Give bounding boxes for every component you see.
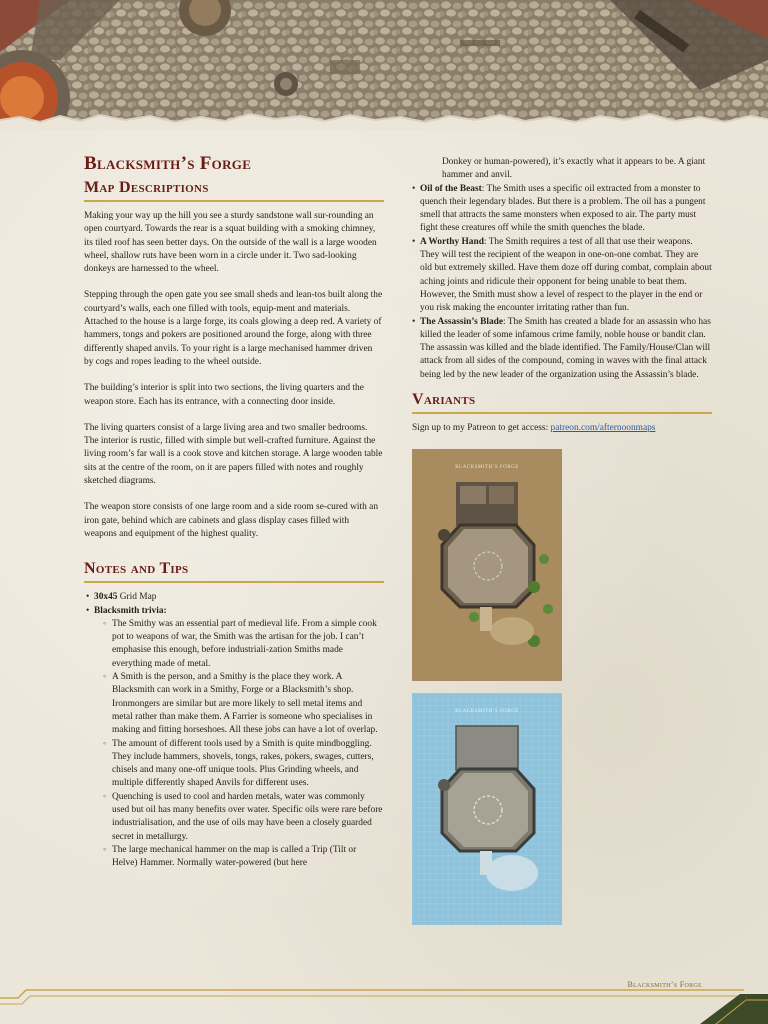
- hook-text: : The Smith has created a blade for an assassin who has killed the leader of some infamous crime family, noble house or bandit clan. The assassin was killed and the blade identified. The Family/House/Clan will attack from all sides of the compound, coming in waves with the final attack being led by the new leader of the organization using the Assassin’s blade.: [420, 316, 711, 380]
- trivia-item: ◦ Quenching is used to cool and harden metals, water was commonly used but oil has many benefits over water. Specific oils were rare before industrialisation, and the use of oils may have been a closely guarded secret in metallurgy.: [106, 791, 384, 844]
- hook-text: : The Smith uses a specific oil extracted from a monster to quench their legendary blades. But there is a problem. The oil has a pungent smell that attracts the same monsters when exposed to air. The party must fight these creatures off while the smith quenches the blade.: [420, 183, 706, 234]
- trivia-list: [106, 618, 384, 871]
- variants-section: [412, 390, 712, 925]
- hook-label: Oil of the Beast: [420, 183, 482, 194]
- trivia-item: ◦ A Smith is the person, and a Smithy is the place they work. A Blacksmith can work in a Smithy, Forge or a Blacksmith’s shop. Ironmongers are similar but are more likely to sell metal items and metal rather than make them. A Farrier is someone who specialises in making and fitting horseshoes. All these jobs can have a lot of overlap.: [106, 671, 384, 737]
- variant-thumbnail-desert[interactable]: [412, 449, 562, 681]
- description-paragraph: The building’s interior is split into two sections, the living quarters and the weapon store. Each has its entrance, with a connecting door inside.: [84, 383, 364, 407]
- blueprint-map-image: [412, 693, 562, 925]
- trivia-continuation: Donkey or human-powered), it’s exactly what it appears to be. A giant hammer and anvil.: [442, 157, 706, 181]
- hook-label: The Assassin’s Blade: [420, 316, 504, 327]
- desert-map-image: [412, 449, 562, 681]
- description-paragraph: The living quarters consist of a large living area and two smaller bedrooms. The interior is rustic, filled with simple but well-crafted furniture. Against the living room’s far wall is a cook stove and kitchen storage. A large wooden table sits at the centre of the room, on it are papers filled with notes and roughly sketched diagrams.: [84, 422, 383, 487]
- grid-size-label: 30x45: [94, 592, 118, 603]
- trivia-label: Blacksmith trivia:: [94, 605, 167, 616]
- hook-item: [412, 236, 712, 316]
- description-paragraph: The weapon store consists of one large room and a side room se-cured with an iron gate, behind which are cabinets and glass display cases filled with weapons and equipment of the highest quality.: [84, 502, 379, 539]
- variant-thumbnail-blueprint[interactable]: [412, 693, 562, 925]
- heading-rule: [84, 200, 384, 202]
- heading-rule: [412, 412, 712, 414]
- description-paragraph: Stepping through the open gate you see small sheds and lean-tos built along the courtyard’s walls, each one filled with tools, equip-ment and materials. Attached to the house is a large forge, its coals glowing a deep red. A variety of hammers, tongs and pokers are positioned around the forge, along with three differently shaped anvils. To your right is a large mechanised hammer driven by cogs and ropes leading to the wheel outside.: [84, 290, 383, 367]
- left-column: [84, 150, 384, 870]
- variants-intro-text: Sign up to my Patreon to get access:: [412, 423, 551, 434]
- hook-item: [412, 316, 712, 382]
- description-paragraph: Making your way up the hill you see a sturdy sandstone wall sur-rounding an open courtyard. Towards the rear is a squat building with a smoking chimney, its tiled roof has seen better days. On the outside of the wall is a large wooden wheel, shallow ruts have been worn in a circle under it. Two sad-looking donkeys are harnessed to the wheel.: [84, 211, 377, 275]
- variants-intro: [412, 422, 712, 435]
- map-banner-image: [0, 0, 768, 130]
- document-title: Blacksmith’s Forge: [84, 153, 252, 174]
- trivia-item: ◦ The large mechanical hammer on the map is called a Trip (Tilt or Helve) Hammer. Normally water-powered (but here: [106, 844, 384, 871]
- map-descriptions-heading: Map Descriptions: [84, 179, 209, 196]
- hook-label: A Worthy Hand: [420, 236, 484, 247]
- patreon-link[interactable]: patreon.com/afternoonmaps: [550, 423, 656, 434]
- variants-heading: Variants: [412, 391, 476, 409]
- list-item: [88, 591, 384, 604]
- page-number: 1: [744, 994, 748, 1003]
- right-column: [412, 156, 712, 925]
- trivia-item: ◦ The Smithy was an essential part of medieval life. From a simple cook pot to weapons of war, the Smith was the artisan for the job. I can’t emphasise this enough, before industriali-zation Smiths made everything made of metal.: [106, 618, 384, 671]
- thumbnail-title: BLACKSMITH’S FORGE: [455, 465, 519, 471]
- footer-decoration: [0, 984, 768, 1024]
- grid-map-text: Grid Map: [117, 592, 157, 603]
- thumbnail-title: BLACKSMITH’S FORGE: [455, 709, 519, 715]
- hook-item: [412, 183, 712, 236]
- trivia-item: ◦ The amount of different tools used by a Smith is quite mindboggling. They include hammers, shovels, tongs, rakes, pokers, swages, cutters, chisels and many one-off unique tools. Plus Grinding wheels, and multiple differently shaped Anvils for different uses.: [106, 738, 384, 791]
- hook-text: : The Smith requires a test of all that use their weapons. They will test the recipient of the weapon in one-on-one combat. They are old but extremely skilled. Have them doze off during combat, complain about aching joints and ridicule their opponent for being unable to beat them. However, the Smith must show a level of respect to the player in the end or you risk making the encounter irritating rather than fun.: [420, 236, 712, 314]
- heading-rule: [84, 581, 384, 583]
- notes-and-tips-heading: Notes and Tips: [84, 560, 189, 578]
- list-item: [88, 605, 384, 871]
- notes-list: [88, 591, 384, 870]
- footer-label: Blacksmith’s Forge: [627, 980, 702, 989]
